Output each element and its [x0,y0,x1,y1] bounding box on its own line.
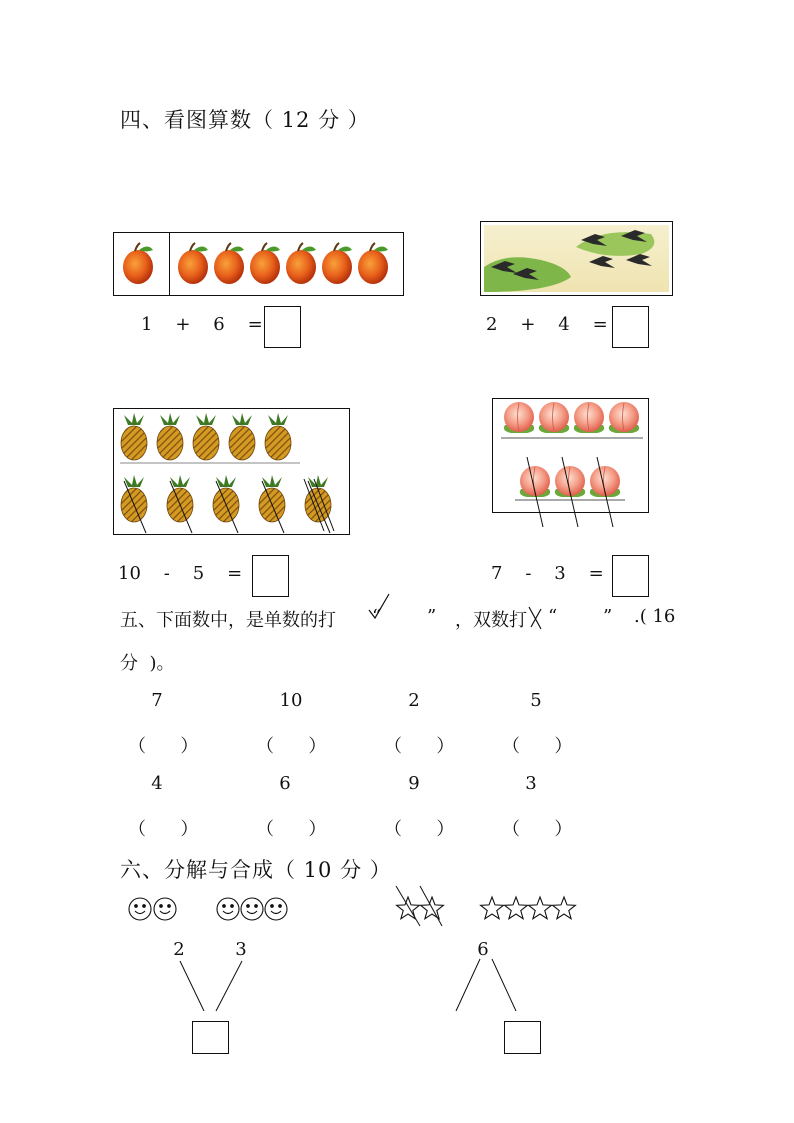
peach-icon [609,402,639,433]
section4-title: 四、看图算数（ 12 分 ） [120,108,370,132]
section5-quote-even: “ ” [548,606,613,627]
tree-right-answer-box[interactable] [504,1021,541,1054]
apple-icon [286,243,316,284]
smiley-icon [154,898,176,920]
number-item: 3 [525,773,537,794]
answer-box-3[interactable] [252,555,289,597]
tree-left-number-b: 3 [235,939,247,960]
pineapple-icon [305,475,331,533]
apple-icon [322,243,352,284]
star-icon [505,897,528,919]
section5-title-part2: ，双数打 [455,610,527,631]
tree-left-answer-box[interactable] [192,1021,229,1054]
answer-parentheses[interactable]: （ ） [502,819,573,840]
number-item: 4 [151,773,163,794]
peach-icon [520,457,550,527]
smiley-icon [217,898,239,920]
number-item: 6 [279,773,291,794]
pineapple-icon [193,413,219,460]
answer-parentheses[interactable]: （ ） [256,819,327,840]
peach-icon [574,402,604,433]
cross-mark-icon [527,605,547,631]
answer-parentheses[interactable]: （ ） [128,736,199,757]
answer-box-4[interactable] [612,555,649,597]
answer-parentheses[interactable]: （ ） [384,736,455,757]
number-item: 10 [279,690,303,711]
star-icon [397,897,420,919]
birds-picture [480,221,673,296]
tree-right-number: 6 [477,939,489,960]
number-item: 9 [408,773,420,794]
answer-parentheses[interactable]: （ ） [384,819,455,840]
number-item: 5 [530,690,542,711]
check-mark-icon [367,592,397,622]
tree-right-branches [450,955,530,1015]
problem4-expression: 7 - 3 = [491,563,604,584]
pineapple-icon [229,413,255,460]
pineapples-picture [113,408,350,535]
pineapple-icon [157,413,183,460]
apple-icon [250,243,280,284]
answer-box-1[interactable] [264,306,301,348]
pineapple-icon [167,475,193,533]
pineapple-icon [121,475,147,533]
apple-icon [358,243,388,284]
smiley-icon [241,898,263,920]
problem2-expression: 2 + 4 = [486,314,608,335]
number-item: 7 [151,690,163,711]
problem3-expression: 10 - 5 = [118,563,243,584]
pineapple-icon [259,475,285,533]
peach-icon [539,402,569,433]
problem1-expression: 1 + 6 = [141,314,263,335]
bird-scene [481,222,672,295]
pineapple-icon [265,413,291,460]
pineapple-icons [114,409,349,534]
peach-icon [555,457,585,527]
apple-icon [178,243,208,284]
tree-left-number-a: 2 [173,939,185,960]
section5-score-part: .( 16 [634,606,676,627]
star-icon [529,897,552,919]
pineapple-icon [213,475,239,533]
answer-box-2[interactable] [612,306,649,348]
apple-icons [114,233,403,295]
apples-picture [113,232,404,296]
answer-parentheses[interactable]: （ ） [502,736,573,757]
peach-icon [504,402,534,433]
star-group [390,882,590,932]
apple-icon [214,243,244,284]
smiley-group [130,895,300,925]
section5-quote-odd: “ ” [372,606,437,627]
section5-title-part1: 五、下面数中，是单数的打 [120,610,336,631]
apple-icon [123,243,153,284]
peach-icon [590,457,620,527]
smiley-icon [129,898,151,920]
section6-title: 六、分解与合成（ 10 分 ） [120,858,392,882]
star-icon [553,897,576,919]
peaches-picture [492,398,649,513]
star-icon [481,897,504,919]
number-item: 2 [408,690,420,711]
section5-title-part3: 分 )。 [120,653,175,674]
peach-icons [493,399,648,512]
pineapple-icon [121,413,147,460]
smiley-icon [265,898,287,920]
answer-parentheses[interactable]: （ ） [256,736,327,757]
answer-parentheses[interactable]: （ ） [128,819,199,840]
tree-left-branches [170,955,270,1015]
